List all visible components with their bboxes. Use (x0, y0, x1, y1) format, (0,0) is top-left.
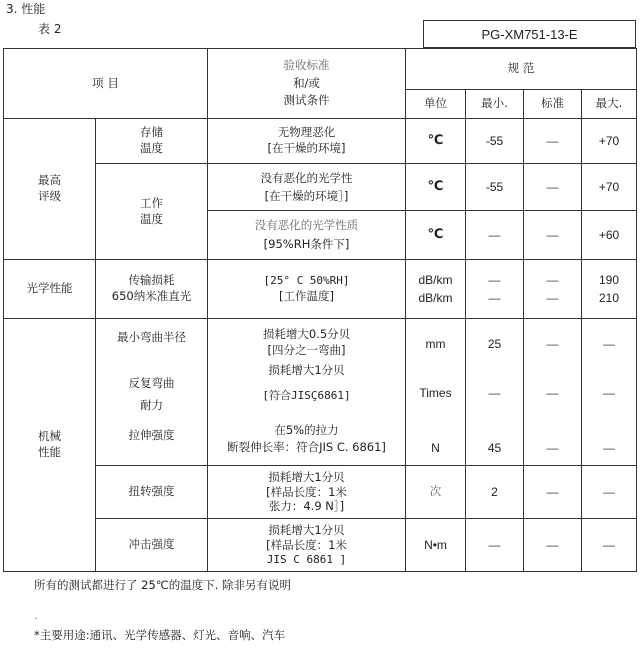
condition-line2: [样品长度：1米 (266, 537, 347, 552)
condition-line2: 断裂伸长率：符合JIS C. 6861] (227, 440, 386, 454)
category-line2: 评级 (38, 189, 61, 203)
header-max: 最大. (595, 96, 623, 111)
condition-line1: [25° C 50%RH] (263, 273, 350, 287)
condition-line2: [在干燥的环境] (267, 141, 346, 155)
condition-line2: [符合JISÇ6861] (262, 388, 351, 402)
section-title: 3. 性能 (6, 2, 46, 16)
max-line1: 190 (598, 273, 620, 287)
condition-line1: 损耗增大1分贝 (268, 469, 345, 484)
category-mechanical (4, 319, 95, 571)
label-line1: 反复弯曲 (128, 376, 175, 391)
label-line1: 工作 (140, 195, 163, 210)
working-humid-min: — (488, 227, 501, 242)
category-line1: 最高 (38, 173, 61, 188)
footer-usage: *主要用途:通讯、光学传感器、灯光、音响、汽车 (34, 628, 286, 642)
working-dry-max: +70 (598, 179, 620, 194)
storage-unit: ℃ (427, 133, 444, 149)
working-dry-unit: ℃ (427, 179, 444, 195)
repeated-bend-unit: Times (419, 385, 452, 400)
tensile-condition (208, 420, 405, 458)
min-line2: — (488, 291, 501, 305)
condition-line1: 没有恶化的光学性质 (254, 218, 359, 233)
category-line1: 机械 (38, 429, 61, 444)
max-line2: 210 (598, 291, 620, 305)
repeated-bend-label (96, 371, 207, 419)
min-line1: — (488, 273, 501, 287)
bend-radius-condition (208, 327, 405, 359)
header-criteria (208, 49, 405, 118)
repeated-bend-std: — (546, 385, 559, 400)
bend-radius-min: 25 (487, 336, 502, 351)
storage-std: — (546, 133, 559, 148)
header-criteria-line3: 测试条件 (283, 93, 330, 108)
category-optical: 光学性能 (26, 281, 73, 296)
transmission-loss-label (96, 260, 207, 318)
working-humid-condition (208, 211, 405, 259)
header-criteria-line2: 和/或 (293, 75, 320, 90)
tensile-min: 45 (487, 440, 502, 455)
bend-radius-label: 最小弯曲半径 (117, 330, 186, 345)
working-dry-std: — (546, 179, 559, 194)
condition-line3: JIS C 6861 ] (266, 552, 347, 566)
tensile-label: 拉伸强度 (128, 428, 175, 443)
working-humid-unit: ℃ (427, 227, 444, 243)
condition-line2: [四分之一弯曲] (267, 343, 346, 357)
torsion-label: 扭转强度 (128, 484, 175, 499)
bend-radius-std: — (546, 336, 559, 351)
condition-line2: [在干燥的环境］] (264, 189, 349, 203)
condition-line1: 损耗增大1分贝 (268, 363, 345, 378)
optical-unit (406, 260, 465, 318)
label-line2: 650纳米准直光 (111, 289, 192, 303)
unit-line2: dB/km (418, 291, 453, 305)
repeated-bend-min: — (488, 385, 501, 400)
header-spec: 规 范 (507, 61, 535, 76)
condition-line1: 没有恶化的光学性 (260, 170, 353, 185)
storage-condition (208, 119, 405, 163)
label-line2: 温度 (140, 141, 163, 155)
impact-min: — (488, 537, 501, 552)
working-dry-min: -55 (485, 179, 504, 194)
category-line2: 性能 (38, 445, 61, 459)
std-line2: — (546, 291, 559, 305)
header-item: 项 目 (92, 75, 119, 90)
header-std: 标准 (541, 96, 564, 111)
header-unit: 单位 (424, 96, 447, 111)
condition-line2: [样品长度：1米 (266, 484, 347, 499)
bend-radius-unit: mm (425, 336, 446, 351)
storage-min: -55 (485, 133, 504, 148)
optical-condition (208, 260, 405, 318)
label-line1: 存储 (140, 125, 163, 140)
tensile-unit: N (431, 440, 440, 455)
std-line1: — (546, 273, 559, 287)
storage-temp-label (96, 119, 207, 163)
header-criteria-line1: 验收标准 (283, 57, 330, 72)
condition-line1: 无物理恶化 (277, 125, 336, 140)
torsion-min: 2 (491, 484, 498, 499)
category-max-rating (4, 119, 95, 259)
label-line2: 耐力 (140, 398, 163, 412)
condition-line3: 张力：4.9 N］] (268, 499, 345, 514)
impact-condition (208, 519, 405, 571)
repeated-bend-condition (208, 360, 405, 406)
torsion-max: — (603, 484, 615, 499)
storage-max: +70 (598, 133, 620, 148)
label-line1: 传输损耗 (128, 273, 175, 288)
optical-min (466, 260, 523, 318)
footer-note: 所有的测试都进行了 25℃的温度下. 除非另有说明 (34, 578, 292, 592)
condition-line1: 在5%的拉力 (274, 422, 339, 437)
optical-max (582, 260, 636, 318)
document-number: PG-XM751-13-E (423, 20, 636, 48)
torsion-unit: 次 (429, 484, 442, 499)
condition-line1: 损耗增大1分贝 (268, 522, 345, 537)
condition-line2: [工作温度] (279, 288, 334, 303)
torsion-std: — (546, 484, 559, 499)
optical-std (524, 260, 581, 318)
label-line2: 温度 (140, 211, 163, 226)
impact-std: — (546, 537, 559, 552)
condition-line2: [95%RH条件下] (263, 237, 350, 251)
impact-max: — (603, 537, 615, 552)
tensile-std: — (546, 440, 559, 455)
working-humid-std: — (546, 227, 559, 242)
footer-dot: . (34, 608, 38, 622)
bend-radius-max: — (603, 336, 615, 351)
table-label: 表 2 (38, 22, 62, 36)
tensile-max: — (603, 440, 615, 455)
unit-line1: dB/km (418, 273, 453, 287)
torsion-condition (208, 466, 405, 518)
working-temp-label (96, 164, 207, 259)
repeated-bend-max: — (603, 385, 615, 400)
condition-line1: 损耗增大0.5分贝 (262, 327, 351, 342)
header-min: 最小. (481, 96, 508, 111)
working-dry-condition (208, 164, 405, 210)
impact-unit: N•m (424, 537, 447, 552)
working-humid-max: +60 (598, 227, 620, 242)
impact-label: 冲击强度 (128, 537, 175, 552)
